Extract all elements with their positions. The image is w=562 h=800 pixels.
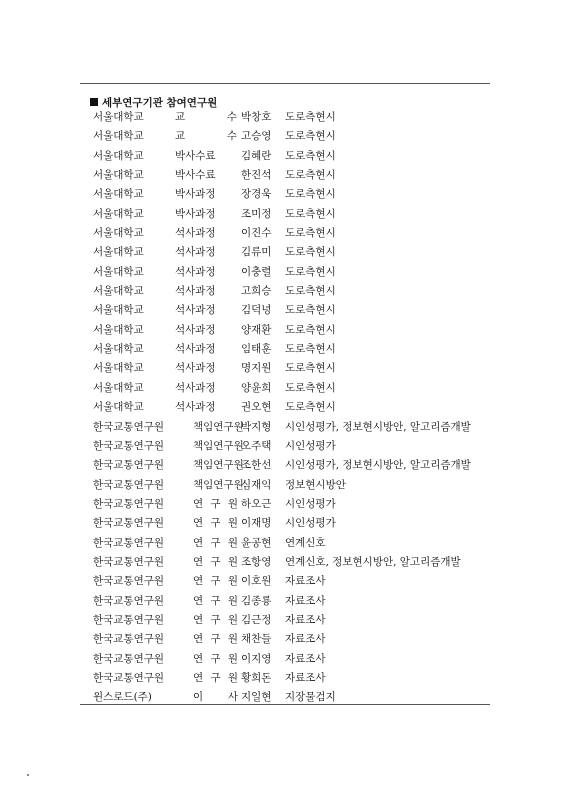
participant-position: 연 구 원 [193, 594, 238, 607]
participant-row [93, 456, 493, 475]
participant-position: 석사과정 [175, 362, 216, 375]
participant-position: 책임연구원 [193, 439, 244, 452]
participant-org: 한국교통연구원 [93, 555, 165, 568]
participant-org: 서울대학교 [93, 130, 144, 143]
participant-list [93, 108, 493, 708]
participant-row [93, 592, 493, 611]
participant-role: 자료조사 [285, 594, 326, 607]
participant-position: 석사과정 [175, 343, 216, 356]
participant-position: 석사과정 [175, 323, 216, 336]
participant-position: 연 구 원 [193, 555, 238, 568]
participant-position: 연 구 원 [193, 633, 238, 646]
participant-name: 조미정 [241, 207, 272, 220]
participant-org: 한국교통연구원 [93, 439, 165, 452]
scan-speck [27, 774, 29, 776]
participant-org: 윈스로드(주) [93, 691, 152, 704]
participant-role: 도로측현시 [285, 285, 336, 298]
participant-name: 김류미 [241, 246, 272, 259]
participant-row [93, 495, 493, 514]
participant-org: 한국교통연구원 [93, 420, 165, 433]
bottom-rule [80, 704, 490, 705]
participant-role: 도로측현시 [285, 401, 336, 414]
participant-position: 책임연구원 [193, 420, 244, 433]
participant-position: 석사과정 [175, 285, 216, 298]
participant-position: 이 사 [193, 691, 238, 704]
participant-org: 서울대학교 [93, 207, 144, 220]
participant-org: 한국교통연구원 [93, 633, 165, 646]
participant-row [93, 185, 493, 204]
participant-position: 박사과정 [175, 188, 216, 201]
participant-role: 도로측현시 [285, 246, 336, 259]
participant-name: 이지영 [241, 652, 272, 665]
participant-org: 서울대학교 [93, 343, 144, 356]
participant-role: 자료조사 [285, 671, 326, 684]
participant-name: 이진수 [241, 227, 272, 240]
participant-org: 한국교통연구원 [93, 671, 165, 684]
participant-org: 한국교통연구원 [93, 497, 165, 510]
participant-name: 양재환 [241, 323, 272, 336]
participant-row [93, 553, 493, 572]
square-bullet-icon [90, 98, 98, 106]
participant-row [93, 514, 493, 533]
participant-role: 도로측현시 [285, 169, 336, 182]
participant-org: 한국교통연구원 [93, 575, 165, 588]
participant-row [93, 282, 493, 301]
participant-row [93, 263, 493, 282]
participant-org: 한국교통연구원 [93, 613, 165, 626]
participant-org: 서울대학교 [93, 265, 144, 278]
participant-row [93, 669, 493, 688]
participant-row [93, 379, 493, 398]
participant-role: 도로측현시 [285, 362, 336, 375]
participant-role: 도로측현시 [285, 149, 336, 162]
participant-role: 도로측현시 [285, 323, 336, 336]
participant-org: 서울대학교 [93, 227, 144, 240]
participant-role: 연계신호, 정보현시방안, 알고리즘개발 [285, 555, 461, 568]
participant-row [93, 243, 493, 262]
participant-role: 자료조사 [285, 652, 326, 665]
participant-name: 조항영 [241, 555, 272, 568]
participant-role: 도로측현시 [285, 111, 336, 123]
participant-org: 서울대학교 [93, 169, 144, 182]
participant-position: 교 수 [175, 111, 237, 123]
participant-row [93, 205, 493, 224]
participant-role: 도로측현시 [285, 188, 336, 201]
participant-row [93, 166, 493, 185]
participant-org: 서울대학교 [93, 149, 144, 162]
participant-position: 연 구 원 [193, 671, 238, 684]
participant-position: 연 구 원 [193, 517, 238, 530]
participant-position: 석사과정 [175, 304, 216, 317]
participant-name: 이호원 [241, 575, 272, 588]
participant-name: 오주택 [241, 439, 272, 452]
participant-role: 도로측현시 [285, 207, 336, 220]
participant-position: 연 구 원 [193, 613, 238, 626]
participant-org: 한국교통연구원 [93, 478, 165, 491]
participant-name: 채찬들 [241, 633, 272, 646]
participant-position: 박사수료 [175, 169, 216, 182]
participant-row [93, 321, 493, 340]
participant-role: 도로측현시 [285, 227, 336, 240]
participant-row [93, 630, 493, 649]
participant-name: 권오현 [241, 401, 272, 414]
participant-name: 이충렬 [241, 265, 272, 278]
participant-name: 김종룡 [241, 594, 272, 607]
participant-role: 도로측현시 [285, 304, 336, 317]
participant-name: 김근정 [241, 613, 272, 626]
participant-position: 석사과정 [175, 265, 216, 278]
participant-name: 황희돈 [241, 671, 272, 684]
participant-org: 서울대학교 [93, 285, 144, 298]
participant-name: 박창호 [241, 111, 272, 123]
participant-name: 장경욱 [241, 188, 272, 201]
participant-role: 연계신호 [285, 536, 326, 549]
participant-row [93, 437, 493, 456]
participant-name: 박지형 [241, 420, 272, 433]
participant-role: 시인성평가 [285, 439, 336, 452]
participant-name: 하오근 [241, 497, 272, 510]
participant-row [93, 224, 493, 243]
participant-org: 한국교통연구원 [93, 517, 165, 530]
participant-org: 서울대학교 [93, 381, 144, 394]
participant-org: 서울대학교 [93, 111, 144, 123]
participant-name: 이재명 [241, 517, 272, 530]
participant-position: 교 수 [175, 130, 237, 143]
participant-row [93, 359, 493, 378]
participant-row [93, 301, 493, 320]
participant-row [93, 398, 493, 417]
participant-name: 지일현 [241, 691, 272, 704]
participant-position: 박사과정 [175, 207, 216, 220]
participant-name: 김혜란 [241, 149, 272, 162]
participant-row [93, 650, 493, 669]
participant-row [93, 418, 493, 437]
participant-org: 서울대학교 [93, 246, 144, 259]
participant-position: 석사과정 [175, 381, 216, 394]
participant-row [93, 147, 493, 166]
participant-position: 석사과정 [175, 246, 216, 259]
participant-position: 책임연구원 [193, 478, 244, 491]
participant-name: 양윤희 [241, 381, 272, 394]
participant-org: 서울대학교 [93, 304, 144, 317]
participant-org: 한국교통연구원 [93, 459, 165, 472]
section-title: 세부연구기관 참여연구원 [102, 97, 218, 109]
participant-name: 고승영 [241, 130, 272, 143]
participant-position: 연 구 원 [193, 652, 238, 665]
participant-org: 한국교통연구원 [93, 536, 165, 549]
participant-role: 자료조사 [285, 613, 326, 626]
participant-role: 시인성평가, 정보현시방안, 알고리즘개발 [285, 459, 471, 472]
participant-org: 서울대학교 [93, 362, 144, 375]
participant-role: 도로측현시 [285, 381, 336, 394]
participant-role: 정보현시방안 [285, 478, 346, 491]
top-rule [80, 83, 490, 84]
participant-position: 연 구 원 [193, 497, 238, 510]
participant-position: 책임연구원 [193, 459, 244, 472]
participant-org: 서울대학교 [93, 401, 144, 414]
participant-org: 서울대학교 [93, 323, 144, 336]
participant-position: 석사과정 [175, 227, 216, 240]
participant-name: 한진석 [241, 169, 272, 182]
participant-row [93, 476, 493, 495]
participant-role: 도로측현시 [285, 130, 336, 143]
participant-org: 한국교통연구원 [93, 594, 165, 607]
participant-role: 지장물검지 [285, 691, 336, 704]
participant-role: 시인성평가 [285, 497, 336, 510]
participant-name: 고희승 [241, 285, 272, 298]
participant-position: 연 구 원 [193, 575, 238, 588]
participant-name: 명지원 [241, 362, 272, 375]
participant-name: 김덕녕 [241, 304, 272, 317]
participant-name: 임태훈 [241, 343, 272, 356]
participant-role: 자료조사 [285, 575, 326, 588]
participant-role: 자료조사 [285, 633, 326, 646]
participant-name: 심재익 [241, 478, 272, 491]
participant-row [93, 340, 493, 359]
participant-row [93, 572, 493, 591]
participant-role: 도로측현시 [285, 343, 336, 356]
participant-role: 도로측현시 [285, 265, 336, 278]
participant-row [93, 534, 493, 553]
participant-name: 조한선 [241, 459, 272, 472]
participant-name: 윤공현 [241, 536, 272, 549]
participant-org: 서울대학교 [93, 188, 144, 201]
participant-role: 시인성평가 [285, 517, 336, 530]
participant-position: 연 구 원 [193, 536, 238, 549]
participant-org: 한국교통연구원 [93, 652, 165, 665]
participant-position: 석사과정 [175, 401, 216, 414]
participant-row [93, 127, 493, 146]
participant-role: 시인성평가, 정보현시방안, 알고리즘개발 [285, 420, 471, 433]
participant-row [93, 108, 493, 127]
participant-position: 박사수료 [175, 149, 216, 162]
participant-row [93, 611, 493, 630]
